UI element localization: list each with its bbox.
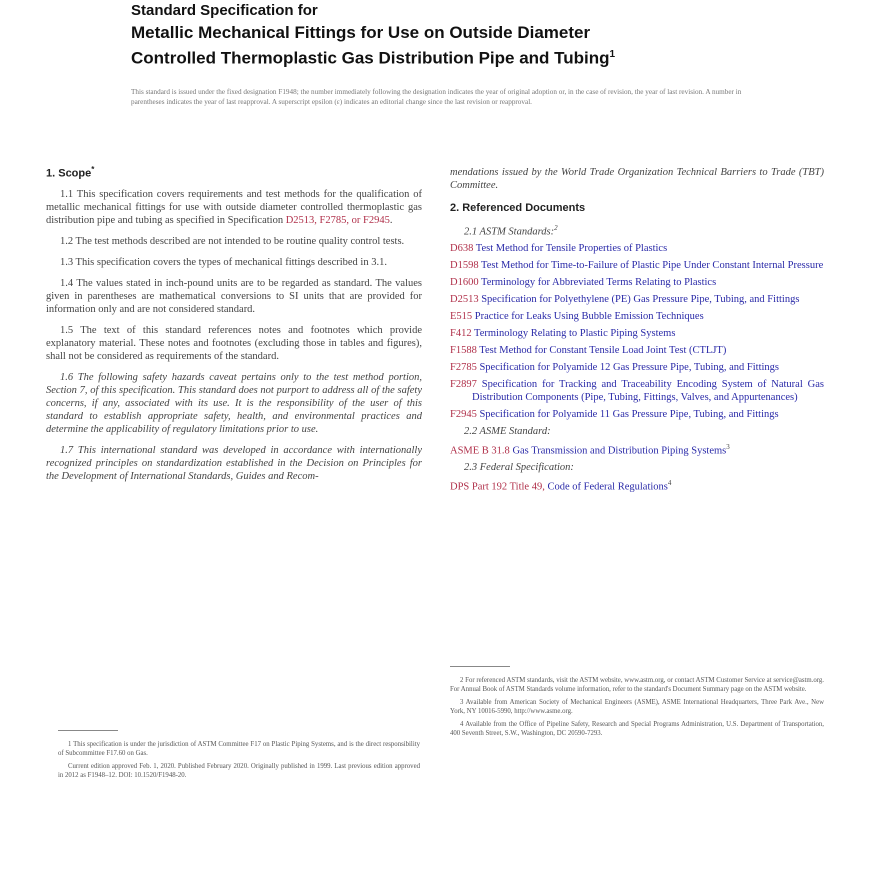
left-column bbox=[46, 163, 422, 491]
para-1-4: 1.4 The values stated in inch-pound units are to be regarded as standard. The values given in parentheses are mathematical conversions to SI units that are provided for information only and are not considered standard. bbox=[46, 277, 422, 315]
document-title-link[interactable]: Specification for Polyethylene (PE) Gas Pressure Pipe, Tubing, and Fittings bbox=[481, 293, 800, 305]
document-title-link[interactable]: Terminology Relating to Plastic Piping Systems bbox=[474, 327, 676, 339]
para-1-5: 1.5 The text of this standard references notes and footnotes which provide explanatory material. These notes and footnotes (excluding those in tables and figures), shall not be considered as requirements of the standard. bbox=[46, 324, 422, 362]
para-1-7-cont: mendations issued by the World Trade Organization Technical Barriers to Trade (TBT) Committee. bbox=[450, 167, 824, 191]
document-title bbox=[131, 0, 771, 70]
para-1-7: 1.7 This international standard was developed in accordance with internationally recognized principles on standardization established in the Decision on Principles for the Development of International Standards, Guides and Recom- bbox=[46, 444, 422, 482]
document-code[interactable]: D1600 bbox=[450, 276, 479, 288]
astm-document-item[interactable] bbox=[450, 344, 824, 357]
astm-document-item[interactable] bbox=[450, 361, 824, 374]
title-line-1: Standard Specification for bbox=[131, 2, 318, 19]
astm-document-item[interactable] bbox=[450, 293, 824, 306]
footnotes-right bbox=[450, 676, 824, 742]
federal-document[interactable]: DPS Part 192 Title 49, Code of Federal Regulations$^4$ bbox=[450, 479, 672, 493]
document-code[interactable]: E515 bbox=[450, 310, 473, 322]
referenced-documents-heading: 2. Referenced Documents bbox=[450, 202, 586, 214]
title-footnote-mark: 1 bbox=[609, 49, 616, 60]
para-1-6: 1.6 The following safety hazards caveat pertains only to the test method portion, Section 7, of this specification. This standard does not purport to address all of the safety concerns, if any, associated with its use. It is the responsibility of the user of this standard to establish appropriate safety, health, and environmental practices and determine the applicability of regulatory limitations prior to use. bbox=[46, 371, 422, 435]
astm-document-item[interactable] bbox=[450, 242, 824, 255]
footnote-1: 1 This specification is under the jurisdiction of ASTM Committee F17 on Plastic Piping Systems, and is the direct responsibility of Subcommittee F17.60 on Gas. bbox=[58, 741, 420, 757]
astm-document-item[interactable] bbox=[450, 310, 824, 323]
para-1-2: 1.2 The test methods described are not intended to be routine quality control tests. bbox=[60, 235, 405, 247]
footnote-4: 4 Available from the Office of Pipeline Safety, Research and Special Programs Administration, U.S. Department of Transportation, 400 Seventh Street, S.W., Washington, DC 20590-7293. bbox=[450, 721, 824, 737]
spec-links[interactable]: D2513, F2785, or F2945 bbox=[285, 214, 390, 226]
document-title-link[interactable]: Test Method for Tensile Properties of Plastics bbox=[475, 242, 668, 254]
footnote-rule-right bbox=[450, 666, 510, 667]
para-1-1: 1.1 This specification covers requirements and test methods for the qualification of metallic mechanical fittings for use with outside diameter controlled thermoplastic gas distribution pipe and tubing as specified in Specification D2513, F2785, or F2945. bbox=[46, 188, 422, 226]
document-code[interactable]: F1588 bbox=[450, 344, 477, 356]
document-title-link[interactable]: Specification for Polyamide 11 Gas Pressure Pipe, Tubing, and Fittings bbox=[479, 408, 779, 420]
document-title-link[interactable]: Terminology for Abbreviated Terms Relating to Plastics bbox=[481, 276, 717, 288]
right-column bbox=[450, 166, 824, 498]
document-title-link[interactable]: Test Method for Time-to-Failure of Plastic Pipe Under Constant Internal Pressure bbox=[481, 259, 824, 271]
asme-standard-label: 2.2 ASME Standard: bbox=[464, 425, 551, 437]
para-1-3: 1.3 This specification covers the types of mechanical fittings described in 3.1. bbox=[60, 256, 387, 268]
asme-document[interactable]: ASME B 31.8 Gas Transmission and Distribution Piping Systems$^3$ bbox=[450, 442, 730, 456]
footnote-1-edition: Current edition approved Feb. 1, 2020. Published February 2020. Originally published in 1999. Last previous edition approved in 2012 as F1948–12. DOI: 10.1520/F1948-20. bbox=[58, 763, 420, 779]
document-code[interactable]: F2897 bbox=[450, 378, 477, 390]
document-code[interactable]: F2785 bbox=[450, 361, 477, 373]
astm-document-item[interactable] bbox=[450, 259, 824, 272]
scope-heading: 1. Scope* bbox=[46, 165, 95, 180]
document-code[interactable]: F412 bbox=[450, 327, 472, 339]
document-title-link[interactable]: Practice for Leaks Using Bubble Emission Techniques bbox=[474, 310, 704, 322]
document-code[interactable]: F2945 bbox=[450, 408, 477, 420]
document-title-link[interactable]: Specification for Tracking and Traceability Encoding System of Natural Gas Distribution Components (Pipe, Tubing, Fittings, Valves, and Appurtenances) bbox=[472, 378, 825, 403]
designation-notice: This standard is issued under the fixed designation F1948; the number immediately following the designation indicates the year of original adoption or, in the case of revision, the year of last revision. A number in parentheses indicates the year of last reapproval. A superscript epsilon (ε) indicates an editorial change since the last revision or reapproval. bbox=[131, 88, 742, 106]
document-code[interactable]: D1598 bbox=[450, 259, 479, 271]
footnote-rule-left bbox=[58, 730, 118, 731]
astm-document-item[interactable] bbox=[450, 378, 824, 404]
document-title-link[interactable]: Specification for Polyamide 12 Gas Pressure Pipe, Tubing, and Fittings bbox=[479, 361, 779, 373]
footnote-2: 2 For referenced ASTM standards, visit the ASTM website, www.astm.org, or contact ASTM Customer Service at service@astm.org. For Annual Book of ASTM Standards volume information, refer to the standard's Document Summary page on the ASTM website. bbox=[450, 677, 824, 693]
document-code[interactable]: D2513 bbox=[450, 293, 479, 305]
document-title-link[interactable]: Test Method for Constant Tensile Load Joint Test (CTLJT) bbox=[479, 344, 727, 356]
title-line-2: Metallic Mechanical Fittings for Use on Outside Diameter bbox=[131, 23, 591, 42]
federal-spec-label: 2.3 Federal Specification: bbox=[464, 462, 574, 473]
document-code[interactable]: D638 bbox=[450, 242, 474, 254]
astm-document-item[interactable] bbox=[450, 408, 824, 421]
title-line-3: Controlled Thermoplastic Gas Distribution Pipe and Tubing bbox=[131, 48, 610, 68]
astm-document-item[interactable] bbox=[450, 276, 824, 289]
astm-standards-label: 2.1 ASTM Standards:$^2$ bbox=[464, 224, 558, 238]
astm-document-item[interactable] bbox=[450, 327, 824, 340]
astm-document-list bbox=[450, 242, 824, 421]
footnotes-left bbox=[58, 740, 420, 784]
footnote-3: 3 Available from American Society of Mechanical Engineers (ASME), ASME International Headquarters, Three Park Ave., New York, NY 10016-5990, http://www.asme.org. bbox=[450, 699, 824, 715]
